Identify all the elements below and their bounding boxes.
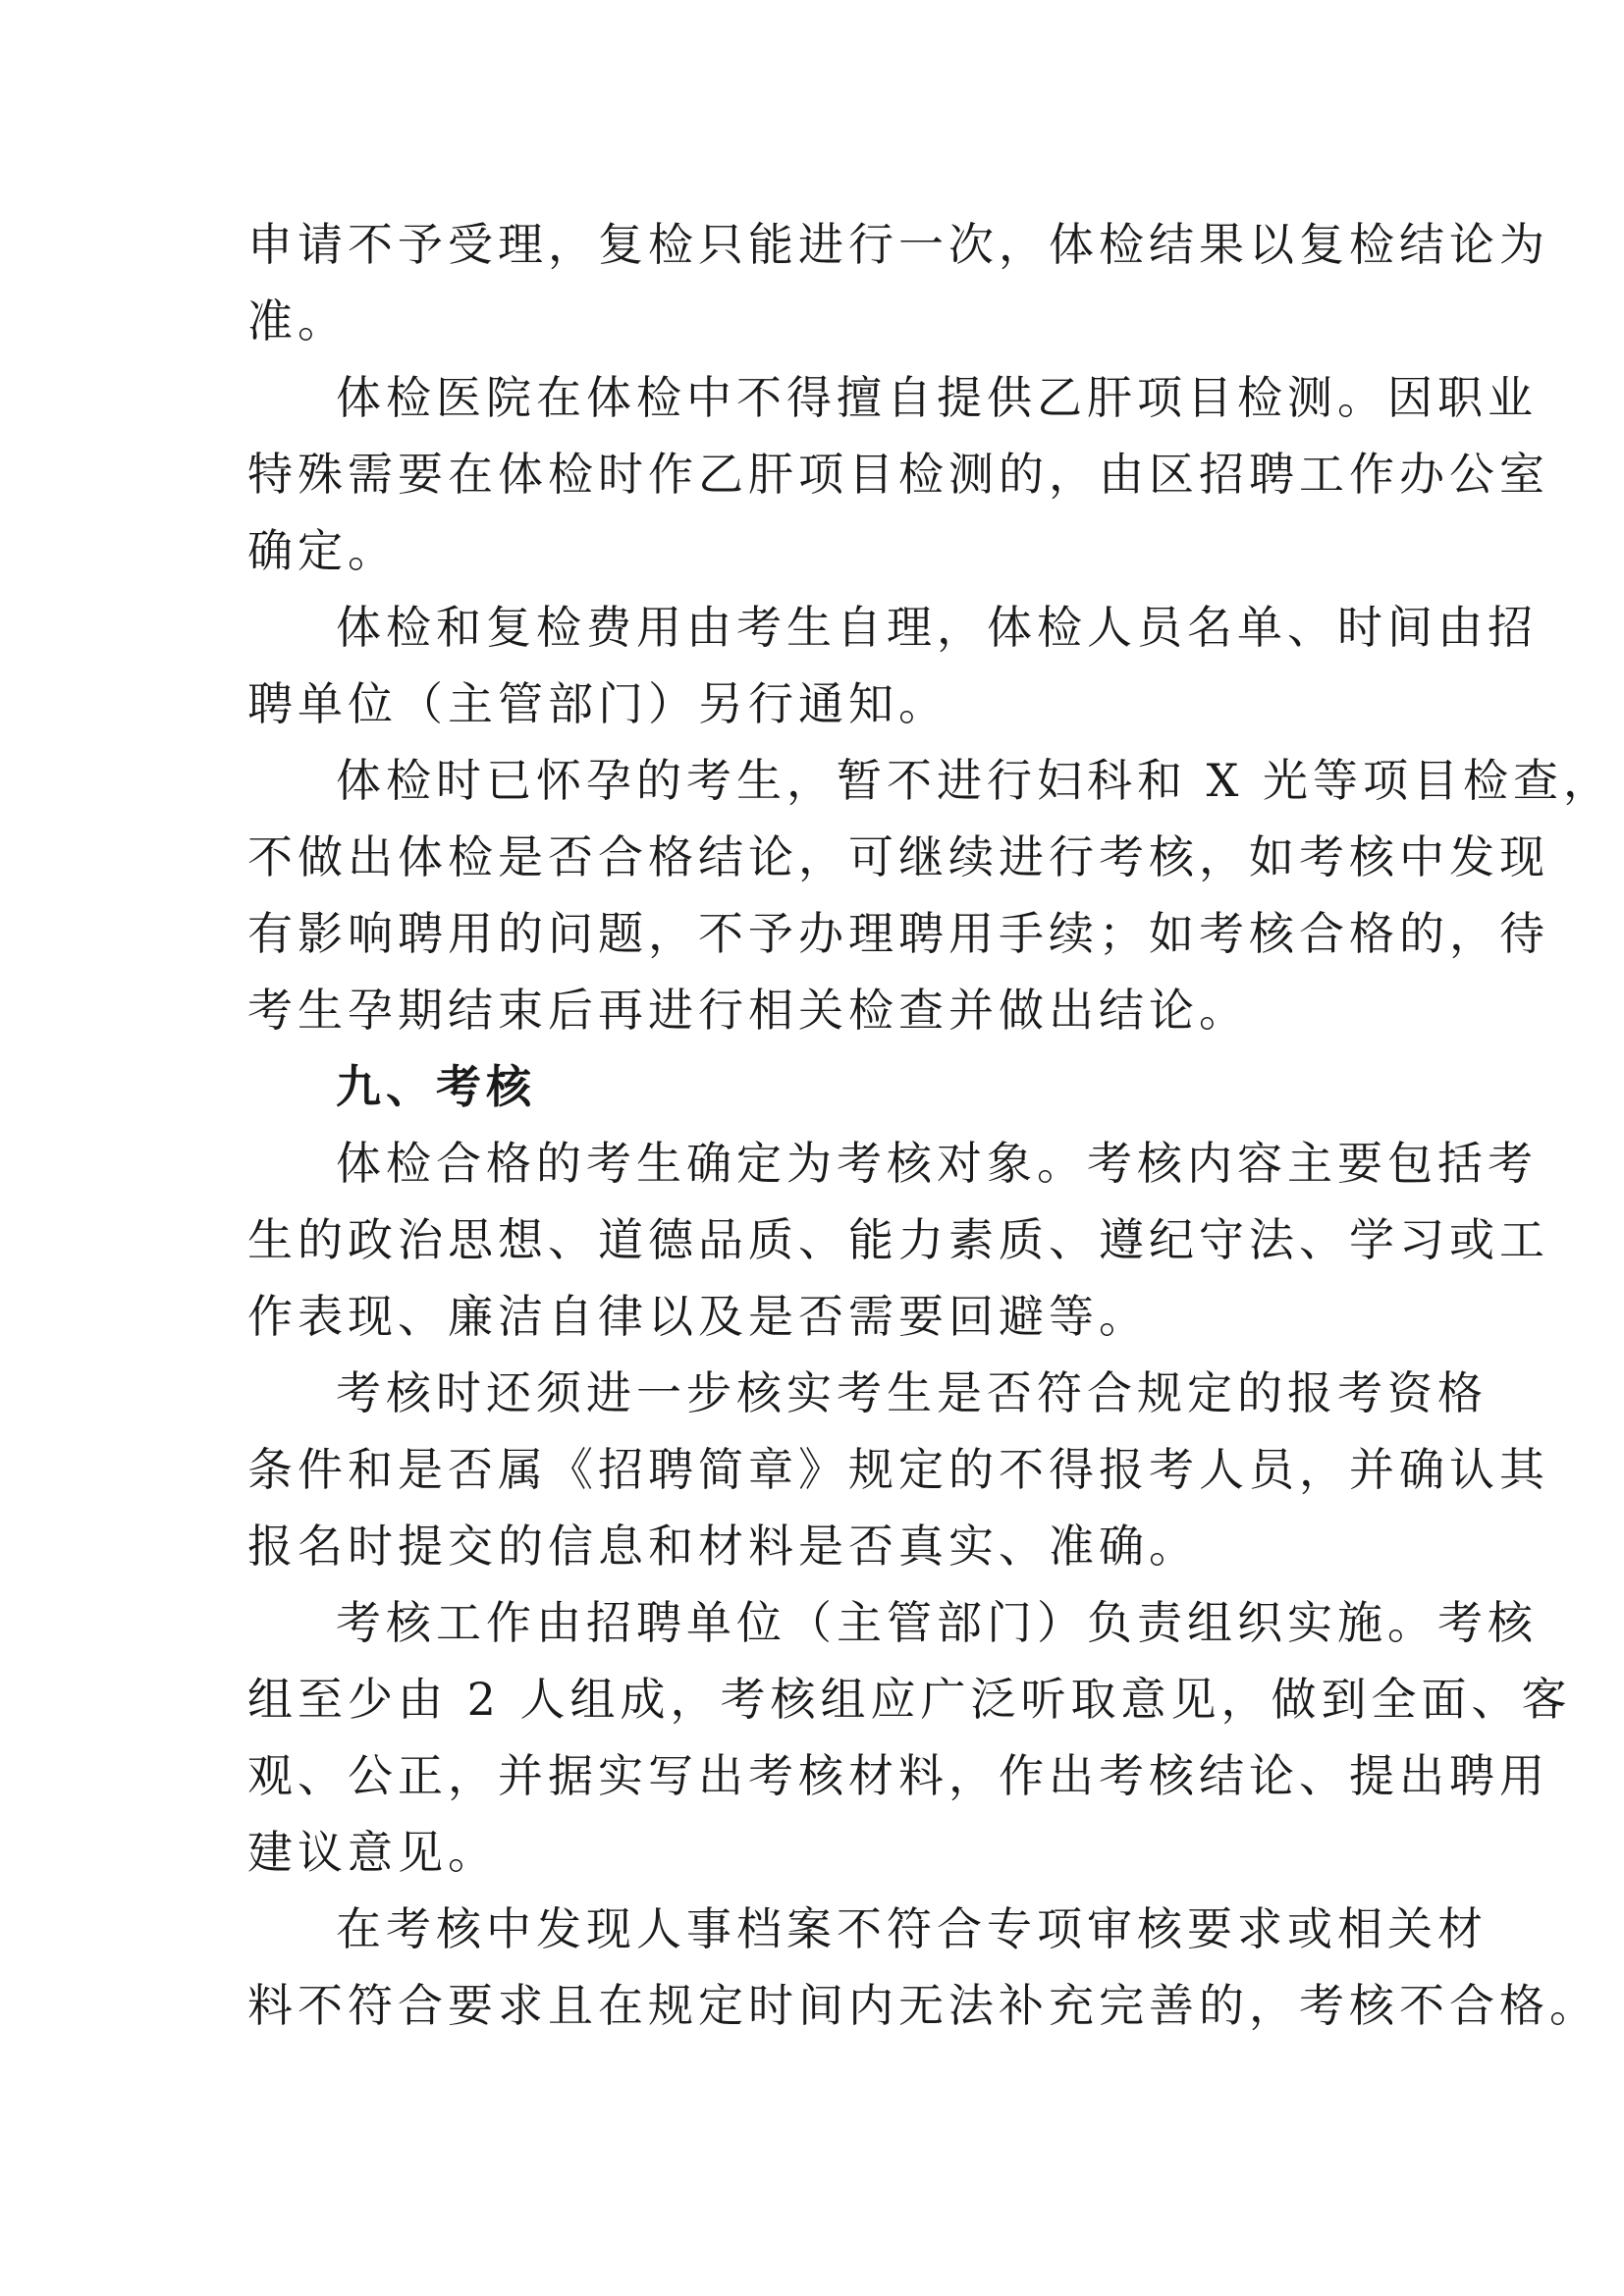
- text-line: 确定。: [247, 524, 398, 577]
- text-line: 条件和是否属《招聘简章》规定的不得报考人员，并确认其: [247, 1443, 1549, 1496]
- paragraph-start: 体检时已怀孕的考生，暂不进行妇科和 X 光等项目检查，: [336, 754, 1613, 807]
- text-line: 生的政治思想、道德品质、能力素质、遵纪守法、学习或工: [247, 1213, 1549, 1266]
- text-line: 作表现、廉洁自律以及是否需要回避等。: [247, 1290, 1149, 1343]
- text-line: 有影响聘用的问题，不予办理聘用手续；如考核合格的，待: [247, 907, 1549, 960]
- text-line: 组至少由 2 人组成，考核组应广泛听取意见，做到全面、客: [247, 1673, 1572, 1726]
- text-line: 聘单位（主管部门）另行通知。: [247, 677, 948, 730]
- paragraph-start: 考核工作由招聘单位（主管部门）负责组织实施。考核: [336, 1596, 1538, 1649]
- paragraph-start: 考核时还须进一步核实考生是否符合规定的报考资格: [336, 1366, 1488, 1419]
- text-line: 申请不予受理，复检只能进行一次，体检结果以复检结论为: [247, 218, 1549, 271]
- text-line: 考生孕期结束后再进行相关检查并做出结论。: [247, 984, 1249, 1037]
- paragraph-start: 体检和复检费用由考生自理，体检人员名单、时间由招: [336, 601, 1538, 654]
- text-line: 建议意见。: [247, 1826, 498, 1879]
- paragraph-start: 在考核中发现人事档案不符合专项审核要求或相关材: [336, 1902, 1488, 1955]
- paragraph-start: 体检合格的考生确定为考核对象。考核内容主要包括考: [336, 1137, 1538, 1190]
- paragraph-start: 体检医院在体检中不得擅自提供乙肝项目检测。因职业: [336, 371, 1538, 424]
- text-line: 准。: [247, 294, 348, 347]
- text-line: 料不符合要求且在规定时间内无法补充完善的，考核不合格。: [247, 1979, 1599, 2032]
- text-line: 特殊需要在体检时作乙肝项目检测的，由区招聘工作办公室: [247, 448, 1549, 501]
- document-body: [247, 206, 1613, 2044]
- text-line: 报名时提交的信息和材料是否真实、准确。: [247, 1520, 1199, 1573]
- section-heading: 九、考核: [336, 1060, 536, 1113]
- text-line: 不做出体检是否合格结论，可继续进行考核，如考核中发现: [247, 830, 1549, 883]
- text-line: 观、公正，并据实写出考核材料，作出考核结论、提出聘用: [247, 1749, 1549, 1802]
